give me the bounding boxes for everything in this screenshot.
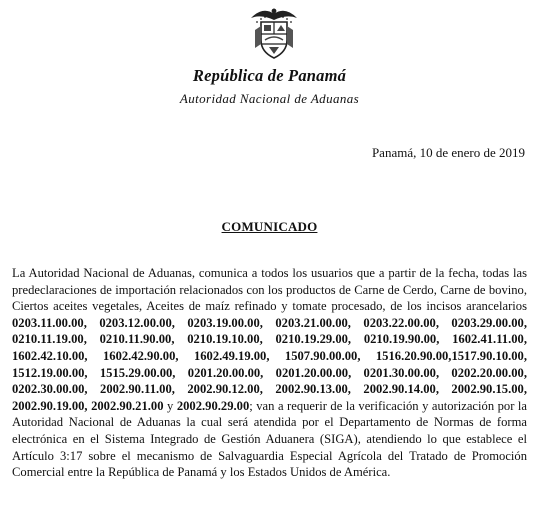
body-paragraph [12,265,527,481]
body-intro: La Autoridad Nacional de Aduanas, comunica a todos los usuarios que a partir de la fecha, todas las predeclaraciones de importación relacionados con los productos de Carne de Cerdo, Carne de bovino, Ciertos aceites vegetales, Aceites de maíz refinado y tomate procesado, de los incisos arancelarios [12,266,527,314]
agency-name: Autoridad Nacional de Aduanas [179,91,360,106]
document-heading: COMUNICADO [221,219,318,234]
date-line: Panamá, 10 de enero de 2019 [371,145,525,160]
body-conjunction: y [163,398,177,413]
tariff-code-last: 2002.90.29.00 [176,398,250,413]
coat-of-arms-icon [245,4,303,62]
republic-title: República de Panamá [192,66,347,85]
tariff-codes: 0203.11.00.00, 0203.12.00.00, 0203.19.00.00, 0203.21.00.00, 0203.22.00.00, 0203.29.00.00, 0210.11.19.00, 0210.11.90.00, 0210.19.10.00, 0210.19.29.00, 0210.19.90.00, 1602.41.11.00, 1602.42.10.00, 1602.42.90.00, 1602.49.19.00, 1507.90.00.00, 1516.20.90.00,1517.90.10.00, 1512.19.00.00, 1515.29.00.00, 0201.20.00.00, 0201.20.00.00, 0201.30.00.00, 0202.20.00.00, 0202.30.00.00, 2002.90.11.00, 2002.90.12.00, 2002.90.13.00, 2002.90.14.00, 2002.90.15.00, 2002.90.19.00, 2002.90.21.00 [12,315,527,413]
body-rest: ; van a requerir de la verificación y autorización por la Autoridad Nacional de Aduanas la cual será atendida por el Departamento de Normas de forma electrónica en el Sistema Integrado de Gestión Aduanera (SIGA), atendiendo lo que establece el Artículo 3:17 sobre el mecanismo de Salvaguardia Especial Agrícola del Tratado de Promoción Comercial entre la República de Panamá y los Estados Unidos de América. [12,398,528,480]
